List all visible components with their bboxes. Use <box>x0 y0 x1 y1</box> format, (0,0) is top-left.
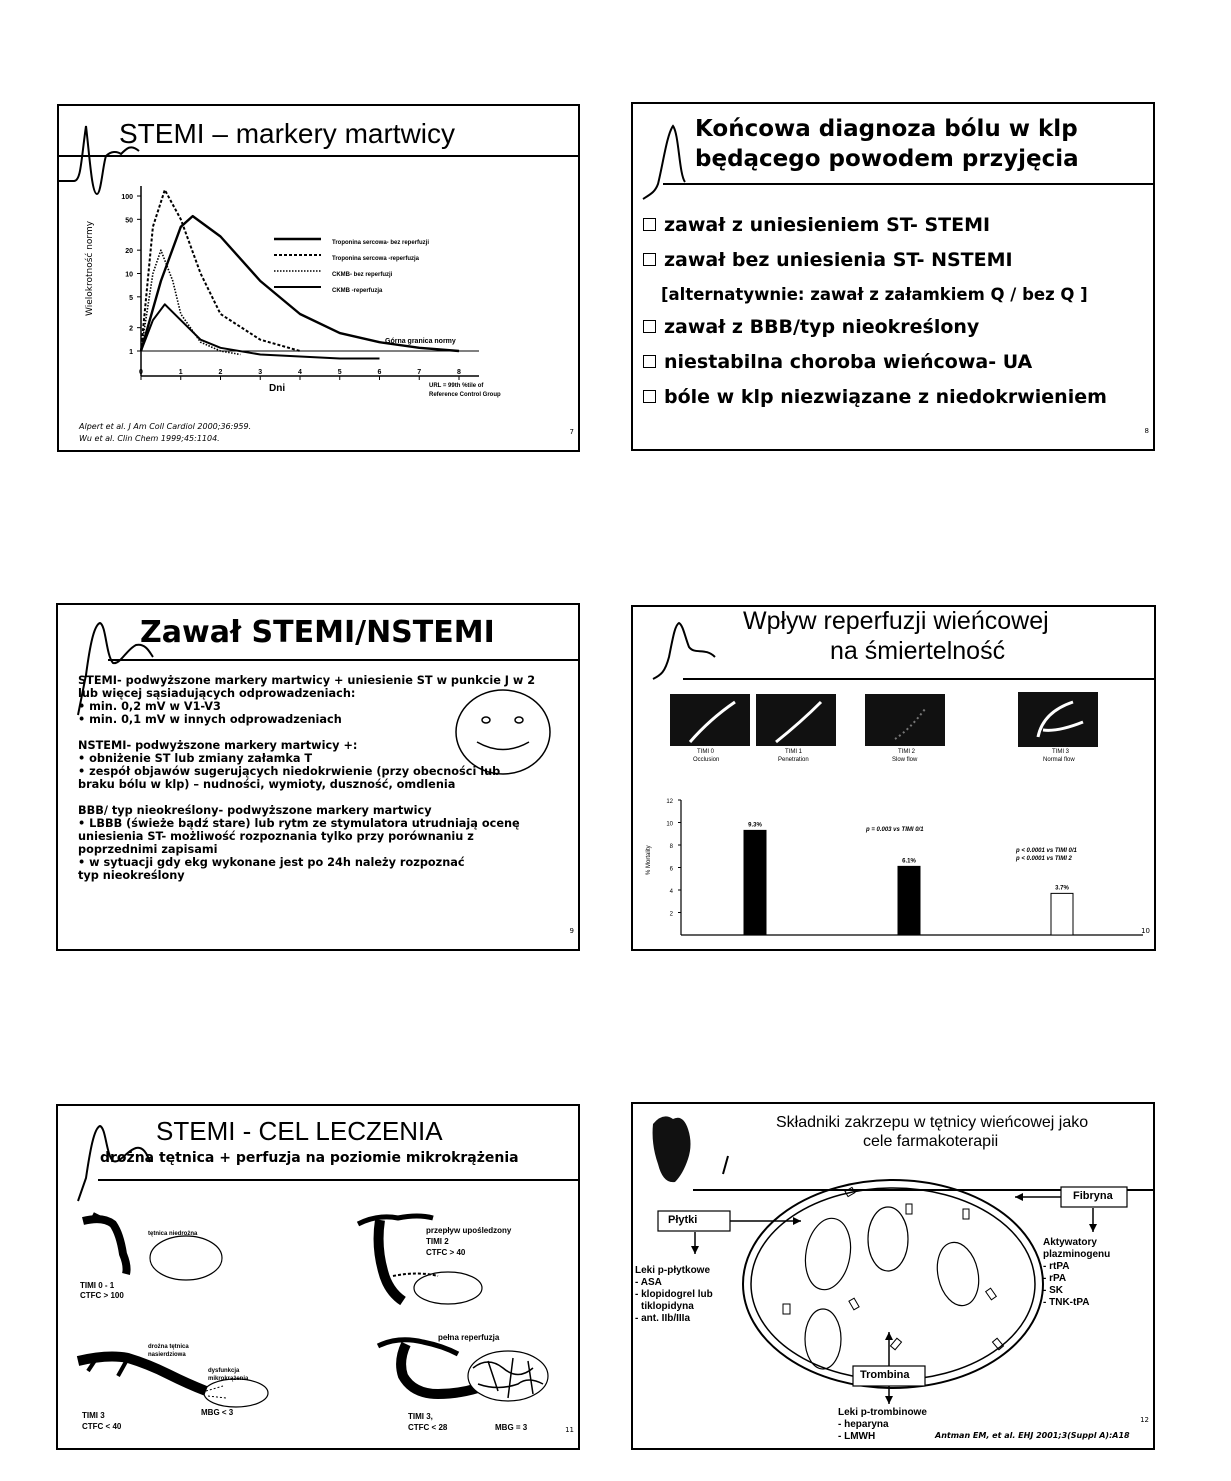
body-line <box>78 791 535 804</box>
list-item-text: zawał z BBB/typ nieokreślony <box>664 316 980 338</box>
slide-title: STEMI – markery martwicy <box>119 118 456 149</box>
q3-timi: TIMI 3 <box>82 1411 105 1420</box>
reference-1: Alpert et al. J Am Coll Cardiol 2000;36:959. <box>79 422 252 431</box>
y-tick-label: 1 <box>129 349 133 356</box>
x-tick-label: 8 <box>457 369 461 376</box>
slide-title-line-1: Końcowa diagnoza bólu w klp <box>695 116 1078 142</box>
bar-value-label: 3.7% <box>1055 885 1069 892</box>
list-item-text: niestabilna choroba wieńcowa- UA <box>664 351 1033 373</box>
slide-number: 10 <box>1141 927 1150 935</box>
body-line: • zespół objawów sugerujących niedokrwienie (przy obecności lub <box>78 765 501 778</box>
list-item: Leki p-płytkowe <box>635 1265 711 1276</box>
slide-subtitle: drożna tętnica + perfuzja na poziomie mikrokrążenia <box>100 1150 519 1166</box>
q4-timi: TIMI 3, <box>408 1412 433 1421</box>
markers-chart <box>59 106 580 452</box>
y-tick-label: 5 <box>129 294 133 302</box>
slide-title-line-1: Wpływ reperfuzji wieńcowej <box>743 607 1049 635</box>
slide-title-line-1: Składniki zakrzepu w tętnicy wieńcowej jako <box>776 1114 1089 1131</box>
list-item: Leki p-trombinowe <box>838 1407 927 1418</box>
antithrombin-list <box>838 1407 927 1443</box>
body-line: • min. 0,2 mV w V1-V3 <box>78 700 221 713</box>
fibryna-label: Fibryna <box>1073 1190 1113 1202</box>
x-tick-label: 7 <box>417 369 422 376</box>
list-item: - SK <box>1043 1285 1063 1296</box>
image-caption: Slow flow <box>892 757 918 763</box>
list-item <box>643 386 1107 408</box>
p-value: p < 0.0001 vs TIMI 2 <box>1016 856 1072 862</box>
q1-ctfc: CTFC > 100 <box>80 1291 124 1300</box>
slide-number: 9 <box>569 927 574 935</box>
list-item <box>643 316 979 338</box>
slide-title: STEMI - CEL LECZENIA <box>156 1116 443 1146</box>
list-item: - ASA <box>635 1277 662 1288</box>
slide-4 <box>631 605 1156 951</box>
legend-4: CKMB -reperfuzja <box>332 288 383 294</box>
q1-label: tętnica niedrożna <box>148 1231 198 1237</box>
list-item-text: bóle w klp niezwiązane z niedokrwieniem <box>664 386 1107 408</box>
body-line: • min. 0,1 mV w innych odprowadzeniach <box>78 713 342 726</box>
q3-label-3: dysfunkcja <box>208 1368 240 1374</box>
smiley-icon <box>453 687 553 777</box>
list-item <box>643 214 990 236</box>
list-item: - rtPA <box>1043 1261 1070 1272</box>
q4-mbg: MBG = 3 <box>495 1423 528 1432</box>
bar <box>744 830 766 935</box>
url-note-2: Reference Control Group <box>429 392 501 398</box>
body-line: • obniżenie ST lub zmiany załamka T <box>78 752 313 765</box>
legend-3: CKMB- bez reperfuzji <box>332 272 393 278</box>
body-line: lub więcej sąsiadujących odprowadzeniach: <box>78 687 356 700</box>
checkbox-icon <box>643 355 656 368</box>
x-axis-label: Dni <box>269 383 286 394</box>
list-item-text: [alternatywnie: zawał z załamkiem Q / bez Q ] <box>661 285 1088 304</box>
q4-ctfc: CTFC < 28 <box>408 1423 448 1432</box>
upper-limit-label: Górna granica normy <box>385 338 456 345</box>
y-tick-label: 4 <box>669 889 673 895</box>
image-caption: Penetration <box>778 757 809 763</box>
body-line: braku bólu w klp) – nudności, wymioty, duszność, omdlenia <box>78 778 456 791</box>
x-tick-label: 4 <box>298 369 302 376</box>
q1-timi: TIMI 0 - 1 <box>80 1281 115 1290</box>
y-tick-label: 100 <box>121 194 133 201</box>
list-item: plazminogenu <box>1043 1249 1111 1260</box>
slide-number: 12 <box>1140 1416 1149 1424</box>
image-caption: TIMI 1 <box>785 749 803 755</box>
body-line: uniesienia ST- możliwość rozpoznania tylko przy porównaniu z <box>78 830 474 843</box>
y-tick-label: 6 <box>669 866 673 873</box>
body-line: • w sytuacji gdy ekg wykonane jest po 24h należy rozpoznać <box>78 856 465 869</box>
slide-number: 11 <box>565 1426 574 1434</box>
bar <box>1051 893 1073 935</box>
p-value: p = 0.003 vs TIMI 0/1 <box>866 827 924 833</box>
antiplatelet-list <box>635 1265 713 1325</box>
image-caption: Normal flow <box>1043 757 1075 763</box>
checkbox-icon <box>643 218 656 231</box>
x-tick-label: 2 <box>218 369 223 376</box>
slide-number: 8 <box>1144 427 1149 435</box>
list-item: - heparyna <box>838 1419 889 1430</box>
vessel-diagrams <box>58 1106 580 1450</box>
x-tick-label: 5 <box>337 369 342 376</box>
plasminogen-activators-list <box>1043 1237 1110 1309</box>
url-note-1: URL = 99th %tile of <box>429 383 484 389</box>
list-item: - rPA <box>1043 1273 1067 1284</box>
q3-label-1: drożna tętnica <box>148 1344 189 1350</box>
slide-2 <box>631 102 1155 451</box>
y-tick-label: 12 <box>666 799 673 805</box>
q2-timi: TIMI 2 <box>426 1237 449 1246</box>
y-tick-label: 2 <box>129 325 133 333</box>
list-item <box>643 351 1032 373</box>
x-tick-label: 3 <box>258 369 263 376</box>
checkbox-icon <box>643 390 656 403</box>
bar <box>898 866 920 935</box>
body-line: STEMI- podwyższone markery martwicy + uniesienie ST w punkcie J w 2 <box>78 674 536 687</box>
y-axis-label: Wielokrotność normy <box>85 220 95 316</box>
body-line: typ nieokreślony <box>78 869 185 882</box>
series-line <box>141 216 459 351</box>
mortality-bar-chart <box>633 607 1156 951</box>
list-item: tiklopidyna <box>641 1301 694 1312</box>
y-tick-label: 10 <box>125 271 133 279</box>
list-item: - ant. IIb/IIIa <box>635 1313 691 1324</box>
q3-ctfc: CTFC < 40 <box>82 1422 122 1431</box>
bar-value-label: 6.1% <box>902 858 916 865</box>
list-item: - TNK-tPA <box>1043 1297 1090 1308</box>
trombina-label: Trombina <box>860 1369 910 1381</box>
list-item: Aktywatory <box>1043 1237 1097 1248</box>
image-caption: TIMI 2 <box>898 749 916 755</box>
legend-1: Troponina sercowa- bez reperfuzji <box>332 240 430 246</box>
q4-label: pełna reperfuzja <box>438 1333 500 1342</box>
slide-6 <box>631 1102 1155 1450</box>
y-tick-label: 2 <box>669 911 673 918</box>
list-item <box>643 249 1013 271</box>
slide-title-line-2: na śmiertelność <box>830 637 1006 665</box>
q2-label: przepływ upośledzony <box>426 1226 512 1235</box>
image-caption: Occlusion <box>693 757 720 763</box>
x-tick-label: 0 <box>139 369 143 376</box>
list-item-text: zawał z uniesieniem ST- STEMI <box>664 214 991 236</box>
checkbox-icon <box>643 320 656 333</box>
q3-label-4: mikrokrążenia <box>208 1376 249 1382</box>
checkbox-icon <box>643 253 656 266</box>
plytki-label: Płytki <box>668 1214 698 1226</box>
slide-5 <box>56 1104 580 1450</box>
y-tick-label: 50 <box>125 217 133 225</box>
reference: Antman EM, et al. EHJ 2001;3(Suppl A):A18 <box>935 1431 1130 1440</box>
x-tick-label: 6 <box>377 369 382 376</box>
list-item: - LMWH <box>838 1431 876 1442</box>
image-caption: TIMI 0 <box>697 749 715 755</box>
q3-label-2: nasierdziowa <box>148 1352 186 1358</box>
y-tick-label: 10 <box>666 821 673 828</box>
body-line: poprzednimi zapisami <box>78 843 218 856</box>
slide-number: 7 <box>569 428 574 436</box>
body-line: • LBBB (świeże bądź stare) lub rytm ze stymulatora utrudniają ocenę <box>78 817 520 830</box>
p-value: p < 0.0001 vs TIMI 0/1 <box>1016 848 1077 854</box>
list-item: - klopidogrel lub <box>635 1289 713 1300</box>
y-axis-label: % Mortality <box>646 845 652 875</box>
body-line: NSTEMI- podwyższone markery martwicy +: <box>78 739 358 752</box>
bar-value-label: 9.3% <box>748 822 762 829</box>
slide-title: Zawał STEMI/NSTEMI <box>140 615 495 650</box>
list-item-text: zawał bez uniesienia ST- NSTEMI <box>664 249 1013 271</box>
list-item-note <box>661 285 1088 304</box>
slide-title-line-2: będącego powodem przyjęcia <box>695 146 1079 172</box>
slide-title-line-2: cele farmakoterapii <box>863 1133 999 1150</box>
slide-3 <box>56 603 580 951</box>
x-tick-label: 1 <box>178 369 183 376</box>
y-tick-label: 20 <box>125 248 133 256</box>
legend-2: Troponina sercowa -reperfuzja <box>332 256 420 262</box>
q3-mbg: MBG < 3 <box>201 1408 234 1417</box>
q2-ctfc: CTFC > 40 <box>426 1248 466 1257</box>
image-caption: TIMI 3 <box>1052 749 1070 755</box>
y-tick-label: 8 <box>669 844 673 850</box>
reference-2: Wu et al. Clin Chem 1999;45:1104. <box>79 434 220 443</box>
body-line: BBB/ typ nieokreślony- podwyższone markery martwicy <box>78 804 432 817</box>
series-line <box>141 304 380 358</box>
slide-1 <box>57 104 580 452</box>
